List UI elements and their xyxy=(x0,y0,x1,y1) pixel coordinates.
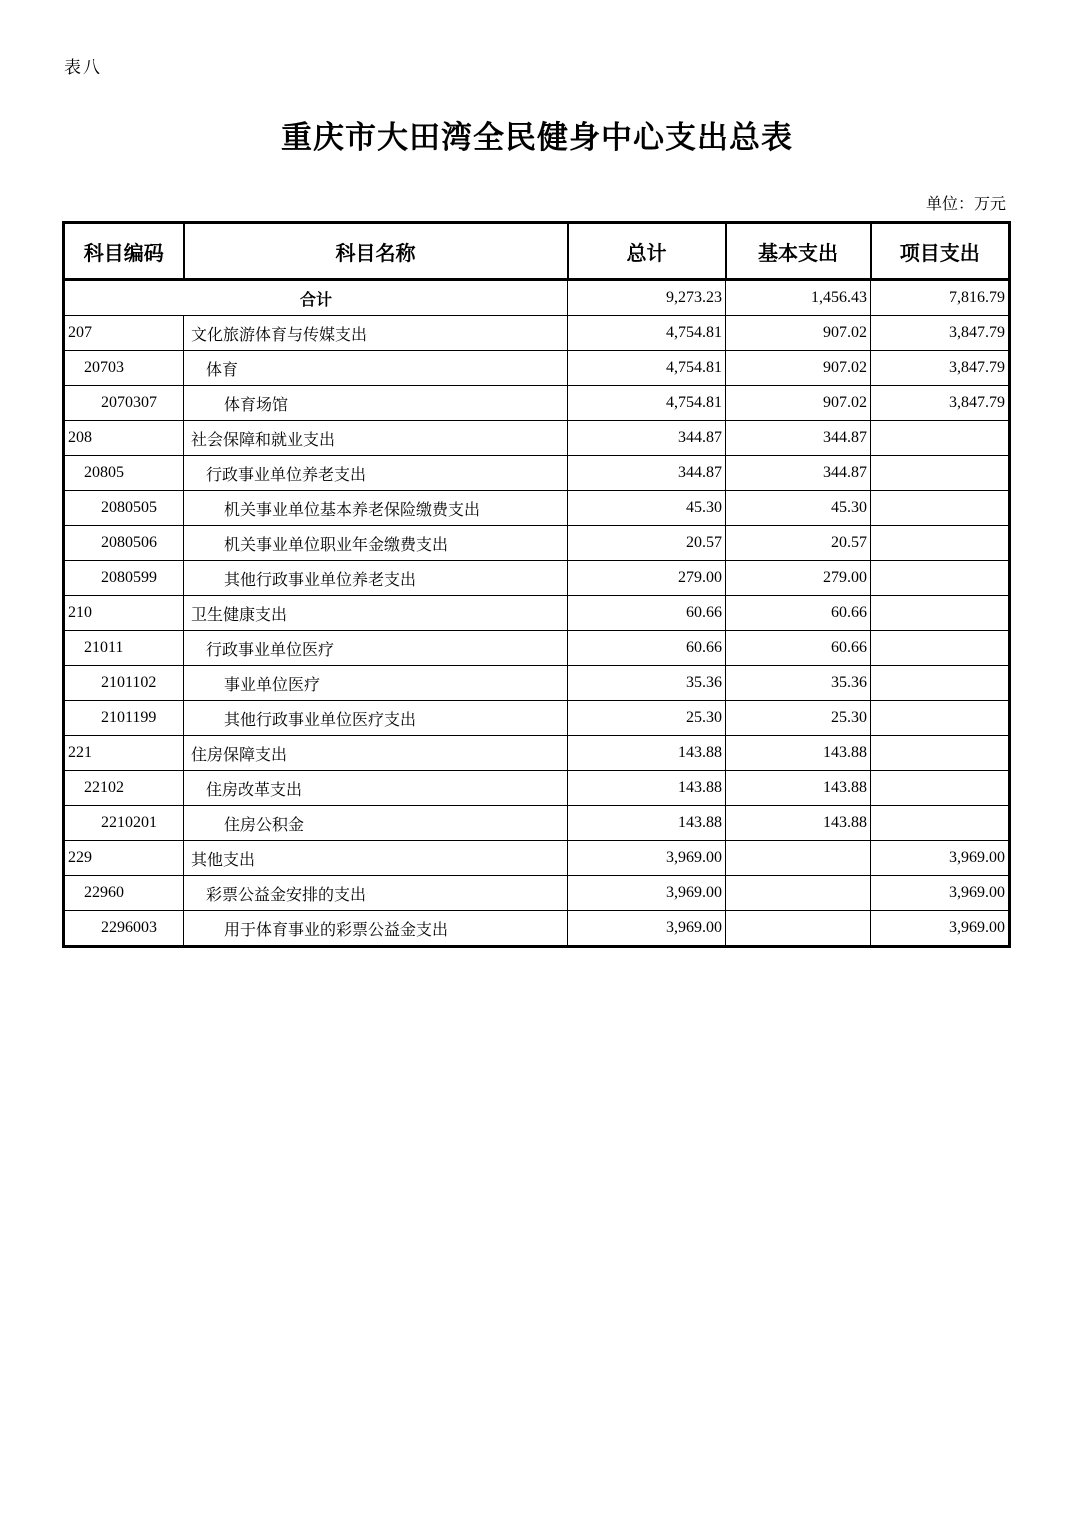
cell-subject-code: 20805 xyxy=(64,456,184,491)
cell-total: 3,969.00 xyxy=(568,841,726,876)
table-row xyxy=(64,561,1010,596)
cell-total: 344.87 xyxy=(568,456,726,491)
table-row xyxy=(64,666,1010,701)
col-header-subject-code: 科目编码 xyxy=(64,223,184,280)
cell-subject-name: 其他支出 xyxy=(184,841,568,876)
cell-subject-name: 体育 xyxy=(184,351,568,386)
cell-project-expenditure xyxy=(871,526,1010,561)
table-row xyxy=(64,351,1010,386)
cell-basic-expenditure: 1,456.43 xyxy=(726,280,871,316)
cell-basic-expenditure: 20.57 xyxy=(726,526,871,561)
cell-basic-expenditure: 344.87 xyxy=(726,421,871,456)
cell-basic-expenditure: 143.88 xyxy=(726,806,871,841)
unit-label: 单位：万元 xyxy=(925,196,1006,213)
cell-subject-code: 21011 xyxy=(64,631,184,666)
table-body xyxy=(64,280,1010,947)
cell-subject-code: 2080505 xyxy=(64,491,184,526)
cell-subject-name: 其他行政事业单位医疗支出 xyxy=(184,701,568,736)
cell-total: 143.88 xyxy=(568,771,726,806)
cell-project-expenditure xyxy=(871,631,1010,666)
cell-basic-expenditure: 279.00 xyxy=(726,561,871,596)
table-row xyxy=(64,701,1010,736)
cell-total: 4,754.81 xyxy=(568,351,726,386)
cell-total: 25.30 xyxy=(568,701,726,736)
table-row xyxy=(64,736,1010,771)
cell-subject-code: 2101102 xyxy=(64,666,184,701)
expenditure-table xyxy=(62,221,1011,948)
cell-subject-name: 彩票公益金安排的支出 xyxy=(184,876,568,911)
cell-subject-code: 20703 xyxy=(64,351,184,386)
col-header-subject-name: 科目名称 xyxy=(184,223,568,280)
cell-subject-code: 207 xyxy=(64,316,184,351)
cell-basic-expenditure: 344.87 xyxy=(726,456,871,491)
cell-subject-name: 用于体育事业的彩票公益金支出 xyxy=(184,911,568,947)
cell-total: 3,969.00 xyxy=(568,876,726,911)
cell-project-expenditure xyxy=(871,666,1010,701)
cell-basic-expenditure: 25.30 xyxy=(726,701,871,736)
table-row xyxy=(64,631,1010,666)
cell-subject-name: 卫生健康支出 xyxy=(184,596,568,631)
cell-subject-code: 2080599 xyxy=(64,561,184,596)
cell-total: 35.36 xyxy=(568,666,726,701)
cell-total: 344.87 xyxy=(568,421,726,456)
cell-project-expenditure: 3,847.79 xyxy=(871,351,1010,386)
cell-subject-name: 住房保障支出 xyxy=(184,736,568,771)
cell-subject-name: 行政事业单位医疗 xyxy=(184,631,568,666)
cell-subject-code: 2080506 xyxy=(64,526,184,561)
cell-total: 60.66 xyxy=(568,596,726,631)
table-header-row xyxy=(64,223,1010,280)
cell-total: 143.88 xyxy=(568,736,726,771)
cell-total: 9,273.23 xyxy=(568,280,726,316)
cell-total: 20.57 xyxy=(568,526,726,561)
cell-project-expenditure xyxy=(871,456,1010,491)
cell-project-expenditure: 3,969.00 xyxy=(871,876,1010,911)
table-row xyxy=(64,316,1010,351)
cell-project-expenditure xyxy=(871,421,1010,456)
table-row xyxy=(64,456,1010,491)
cell-subject-code: 2070307 xyxy=(64,386,184,421)
page-title: 重庆市大田湾全民健身中心支出总表 xyxy=(281,120,793,155)
cell-total: 60.66 xyxy=(568,631,726,666)
cell-grand-total-label: 合计 xyxy=(64,280,568,316)
table-number-label: 表八 xyxy=(64,58,102,77)
cell-basic-expenditure: 143.88 xyxy=(726,736,871,771)
cell-total: 4,754.81 xyxy=(568,386,726,421)
cell-subject-name: 体育场馆 xyxy=(184,386,568,421)
col-header-basic-expenditure: 基本支出 xyxy=(726,223,871,280)
table-row xyxy=(64,876,1010,911)
cell-basic-expenditure: 907.02 xyxy=(726,351,871,386)
cell-project-expenditure: 3,969.00 xyxy=(871,841,1010,876)
cell-basic-expenditure xyxy=(726,911,871,947)
cell-project-expenditure xyxy=(871,806,1010,841)
cell-basic-expenditure: 143.88 xyxy=(726,771,871,806)
cell-project-expenditure: 3,847.79 xyxy=(871,386,1010,421)
cell-project-expenditure xyxy=(871,736,1010,771)
cell-subject-code: 229 xyxy=(64,841,184,876)
table-row xyxy=(64,841,1010,876)
table-row xyxy=(64,421,1010,456)
cell-subject-name: 住房改革支出 xyxy=(184,771,568,806)
cell-basic-expenditure xyxy=(726,876,871,911)
col-header-total: 总计 xyxy=(568,223,726,280)
table-row xyxy=(64,491,1010,526)
table-row xyxy=(64,911,1010,947)
cell-subject-name: 机关事业单位基本养老保险缴费支出 xyxy=(184,491,568,526)
cell-project-expenditure xyxy=(871,701,1010,736)
cell-project-expenditure: 3,969.00 xyxy=(871,911,1010,947)
cell-subject-name: 行政事业单位养老支出 xyxy=(184,456,568,491)
cell-basic-expenditure: 907.02 xyxy=(726,386,871,421)
cell-project-expenditure xyxy=(871,491,1010,526)
cell-subject-code: 2101199 xyxy=(64,701,184,736)
cell-subject-code: 2296003 xyxy=(64,911,184,947)
cell-basic-expenditure: 907.02 xyxy=(726,316,871,351)
cell-basic-expenditure: 60.66 xyxy=(726,596,871,631)
cell-project-expenditure: 3,847.79 xyxy=(871,316,1010,351)
cell-subject-name: 文化旅游体育与传媒支出 xyxy=(184,316,568,351)
cell-subject-code: 22960 xyxy=(64,876,184,911)
cell-subject-name: 其他行政事业单位养老支出 xyxy=(184,561,568,596)
col-header-project-expenditure: 项目支出 xyxy=(871,223,1010,280)
cell-basic-expenditure: 60.66 xyxy=(726,631,871,666)
cell-project-expenditure xyxy=(871,561,1010,596)
cell-total: 279.00 xyxy=(568,561,726,596)
cell-subject-code: 2210201 xyxy=(64,806,184,841)
cell-project-expenditure xyxy=(871,596,1010,631)
table-row xyxy=(64,771,1010,806)
cell-subject-code: 210 xyxy=(64,596,184,631)
cell-subject-name: 住房公积金 xyxy=(184,806,568,841)
cell-basic-expenditure: 45.30 xyxy=(726,491,871,526)
table-row xyxy=(64,596,1010,631)
cell-subject-code: 208 xyxy=(64,421,184,456)
cell-project-expenditure xyxy=(871,771,1010,806)
table-row xyxy=(64,280,1010,316)
cell-total: 143.88 xyxy=(568,806,726,841)
cell-basic-expenditure xyxy=(726,841,871,876)
table-row xyxy=(64,806,1010,841)
cell-project-expenditure: 7,816.79 xyxy=(871,280,1010,316)
table-row xyxy=(64,386,1010,421)
cell-subject-name: 社会保障和就业支出 xyxy=(184,421,568,456)
cell-subject-name: 机关事业单位职业年金缴费支出 xyxy=(184,526,568,561)
cell-subject-name: 事业单位医疗 xyxy=(184,666,568,701)
cell-total: 45.30 xyxy=(568,491,726,526)
table-row xyxy=(64,526,1010,561)
cell-total: 4,754.81 xyxy=(568,316,726,351)
cell-total: 3,969.00 xyxy=(568,911,726,947)
cell-subject-code: 22102 xyxy=(64,771,184,806)
cell-basic-expenditure: 35.36 xyxy=(726,666,871,701)
cell-subject-code: 221 xyxy=(64,736,184,771)
